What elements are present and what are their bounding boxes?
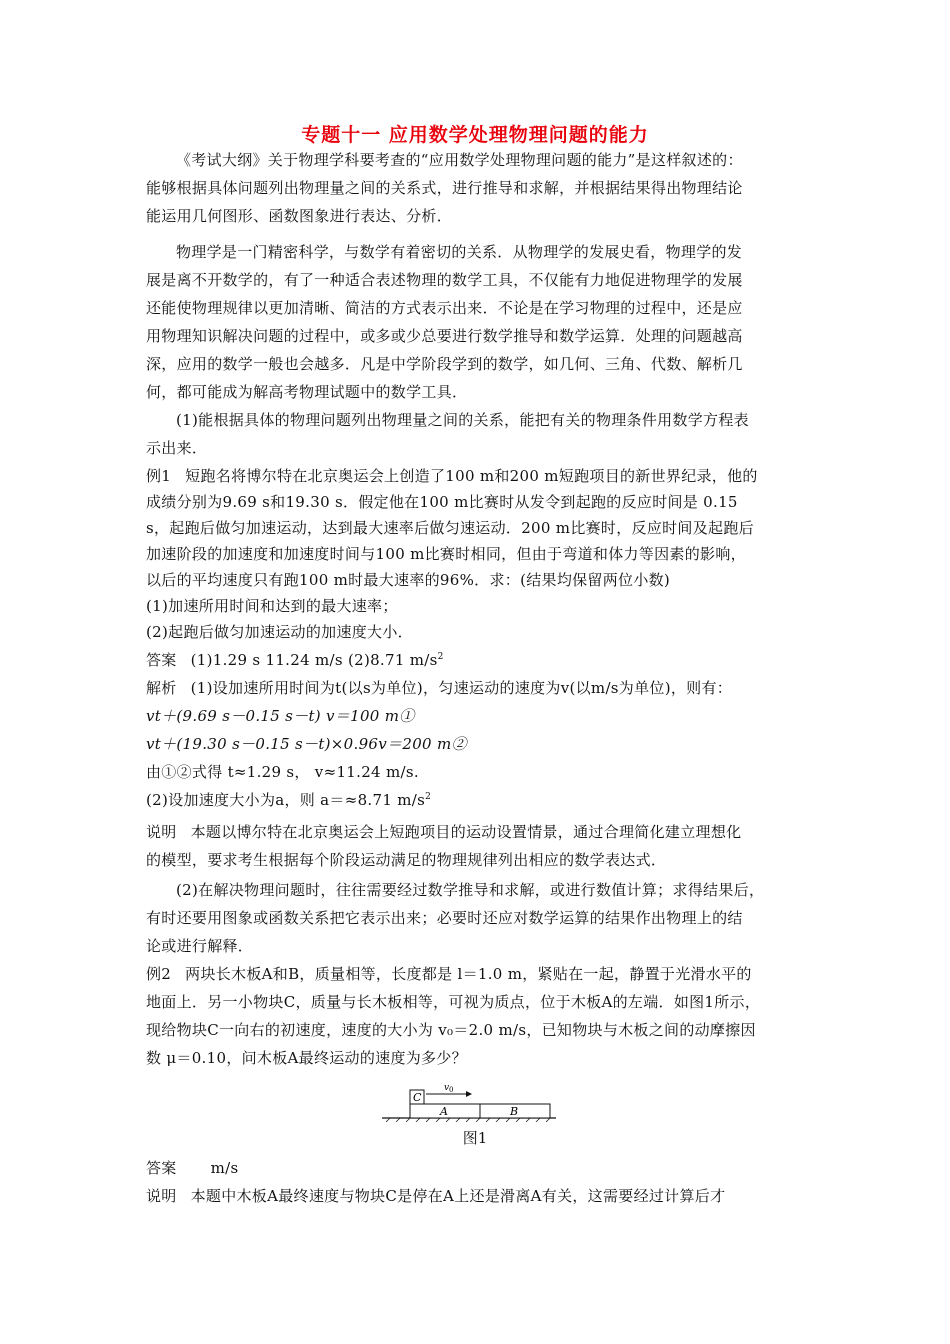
text-line: 加速阶段的加速度和加速度时间与100 m比赛时相同，但由于弯道和体力等因素的影响， bbox=[146, 545, 746, 563]
text-line: 示出来． bbox=[146, 439, 208, 457]
answer-label: 答案 bbox=[146, 1159, 177, 1177]
example-2-line bbox=[146, 962, 808, 986]
velocity-label: v bbox=[444, 1083, 450, 1093]
text-line: (1)加速所用时间和达到的最大速率； bbox=[146, 597, 398, 615]
note-label: 说明 bbox=[146, 1187, 177, 1205]
text-line: 成绩分别为9.69 s和19.30 s．假定他在100 m比赛时从发令到起跑的反应时间是 0.15 bbox=[146, 493, 738, 511]
text-span: (2)设加速度大小为a，则 a＝≈8.71 m/s bbox=[146, 791, 426, 809]
board-b-label: B bbox=[510, 1105, 519, 1118]
text-line: 以后的平均速度只有跑100 m时最大速率的96%．求：(结果均保留两位小数) bbox=[146, 571, 671, 589]
text-line: 有时还要用图象或函数关系把它表示出来；必要时还应对数学运算的结果作出物理上的结 bbox=[146, 909, 743, 927]
text-line: 现给物块C一向右的初速度，速度的大小为 v₀＝2.0 m/s，已知物块与木板之间的动摩擦因 bbox=[146, 1021, 756, 1039]
text-span: (1)设加速所用时间为t(以s为单位)，匀速运动的速度为v(以m/s为单位)，则有： bbox=[190, 679, 733, 697]
text-line: 论或进行解释． bbox=[146, 937, 254, 955]
text-line bbox=[146, 788, 808, 812]
text-span: 两块长木板A和B，质量相等，长度都是 l＝1.0 m，紧贴在一起，静置于光滑水平的 bbox=[185, 965, 752, 983]
text-line: 还能使物理规律以更加清晰、简洁的方式表示出来．不论是在学习物理的过程中，还是应 bbox=[146, 299, 743, 317]
example-2-label: 例2 bbox=[146, 965, 172, 983]
note-line bbox=[146, 1184, 808, 1208]
text-line: 的模型，要求考生根据每个阶段运动满足的物理规律列出相应的数学表达式． bbox=[146, 851, 667, 869]
page-title: 专题十一 应用数学处理物理问题的能力 bbox=[301, 124, 649, 146]
text-line: 能运用几何图形、函数图象进行表达、分析． bbox=[146, 207, 453, 225]
note-label: 说明 bbox=[146, 823, 177, 841]
equation-1: vt＋(9.69 s－0.15 s－t) v＝100 m① bbox=[146, 707, 415, 725]
text-line: 由①②式得 t≈1.29 s， v≈11.24 m/s. bbox=[146, 763, 419, 781]
figure-1-caption: 图1 bbox=[462, 1129, 488, 1147]
example-1-line bbox=[146, 464, 808, 488]
arrow-head-icon bbox=[466, 1091, 472, 1097]
text-line: 数 μ＝0.10，问木板A最终运动的速度为多少？ bbox=[146, 1049, 467, 1067]
text-line: s，起跑后做匀加速运动，达到最大速率后做匀速运动．200 m比赛时，反应时间及起跑后 bbox=[146, 519, 754, 537]
text-line: 用物理知识解决问题的过程中，或多或少总要进行数学推导和数学运算．处理的问题越高 bbox=[146, 327, 743, 345]
text-line: 《考试大纲》关于物理学科要考查的“应用数学处理物理问题的能力”是这样叙述的： bbox=[176, 151, 743, 169]
text-line: 地面上．另一小物块C，质量与长木板相等，可视为质点，位于木板A的左端．如图1所示， bbox=[146, 993, 761, 1011]
text-line: 展是离不开数学的，有了一种适合表述物理的数学工具，不仅能有力地促进物理学的发展 bbox=[146, 271, 743, 289]
block-c-label: C bbox=[413, 1091, 422, 1104]
superscript: 2 bbox=[437, 652, 444, 662]
example-1-label: 例1 bbox=[146, 467, 172, 485]
analysis-line bbox=[146, 676, 808, 700]
answer-text: (1)1.29 s 11.24 m/s (2)8.71 m/s bbox=[190, 651, 438, 669]
note-line bbox=[146, 820, 808, 844]
text-line: (1)能根据具体的物理问题列出物理量之间的关系，能把有关的物理条件用数学方程表 bbox=[176, 411, 749, 429]
analysis-label: 解析 bbox=[146, 679, 177, 697]
text-span: 短跑名将博尔特在北京奥运会上创造了100 m和200 m短跑项目的新世界纪录，他的 bbox=[185, 467, 758, 485]
answer-line bbox=[146, 648, 808, 672]
board-a-label: A bbox=[440, 1105, 448, 1118]
equation-2: vt＋(19.30 s－0.15 s－t)×0.96v＝200 m② bbox=[146, 735, 467, 753]
superscript: 2 bbox=[425, 792, 432, 802]
text-line: 物理学是一门精密科学，与数学有着密切的关系．从物理学的发展史看，物理学的发 bbox=[176, 243, 743, 261]
text-line: 深，应用的数学一般也会越多．凡是中学阶段学到的数学，如几何、三角、代数、解析几 bbox=[146, 355, 743, 373]
text-line: 何，都可能成为解高考物理试题中的数学工具． bbox=[146, 383, 468, 401]
text-span: 本题以博尔特在北京奥运会上短跑项目的运动设置情景，通过合理简化建立理想化 bbox=[190, 823, 742, 841]
text-line: (2)起跑后做匀加速运动的加速度大小． bbox=[146, 623, 413, 641]
text-span: 本题中木板A最终速度与物块C是停在A上还是滑离A有关，这需要经过计算后才 bbox=[190, 1187, 726, 1205]
text-line: 能够根据具体问题列出物理量之间的关系式，进行推导和求解，并根据结果得出物理结论 bbox=[146, 179, 743, 197]
answer-text: m/s bbox=[210, 1159, 239, 1177]
velocity-subscript: 0 bbox=[449, 1086, 454, 1094]
answer-label: 答案 bbox=[146, 651, 177, 669]
figure-1-diagram bbox=[380, 1082, 560, 1122]
text-line: (2)在解决物理问题时，往往需要经过数学推导和求解，或进行数值计算；求得结果后， bbox=[176, 881, 765, 899]
answer-line bbox=[146, 1156, 808, 1180]
